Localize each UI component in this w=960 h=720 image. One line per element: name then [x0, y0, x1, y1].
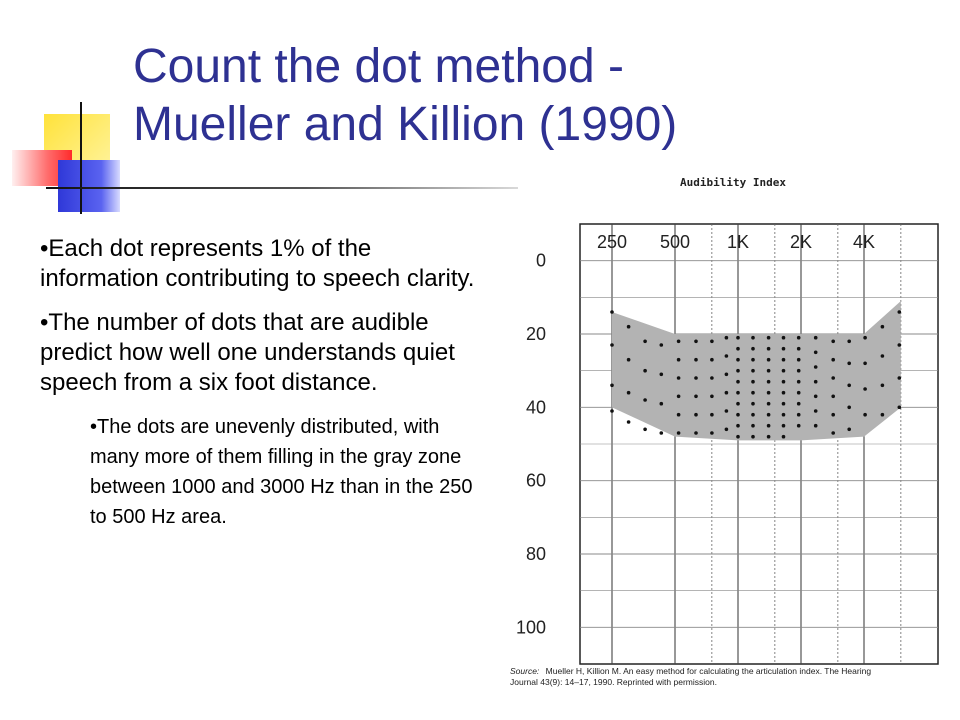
- chart-dot: [694, 413, 698, 417]
- chart-dot: [863, 413, 867, 417]
- chart-dot: [610, 409, 614, 413]
- source-prefix: Source:: [510, 666, 540, 676]
- chart-dot: [751, 413, 755, 417]
- chart-dot: [694, 376, 698, 380]
- chart-dot: [767, 380, 771, 384]
- chart-dot: [814, 365, 818, 369]
- chart-dot: [782, 413, 786, 417]
- chart-dot: [736, 347, 740, 351]
- level-tick-label: 0: [535, 250, 546, 271]
- chart-dot: [831, 340, 835, 344]
- chart-dot: [782, 347, 786, 351]
- chart-dot: [751, 435, 755, 439]
- chart-dot: [710, 376, 714, 380]
- chart-dot: [782, 391, 786, 395]
- level-tick-label: 100: [515, 617, 546, 638]
- slide-title: [133, 38, 677, 154]
- chart-dot: [847, 384, 851, 388]
- chart-dot: [677, 431, 681, 435]
- chart-dot: [797, 391, 801, 395]
- chart-dot: [751, 391, 755, 395]
- chart-dot: [677, 376, 681, 380]
- chart-dot: [863, 362, 867, 366]
- chart-dot: [694, 340, 698, 344]
- chart-dot: [710, 340, 714, 344]
- chart-dot: [751, 424, 755, 428]
- frequency-tick-label: 250: [596, 232, 628, 252]
- chart-dot: [627, 325, 631, 329]
- chart-dot: [831, 431, 835, 435]
- chart-dot: [610, 310, 614, 314]
- chart-dot: [725, 373, 729, 377]
- chart-dot: [767, 424, 771, 428]
- chart-dot: [831, 413, 835, 417]
- chart-dot: [736, 391, 740, 395]
- chart-dot: [767, 413, 771, 417]
- chart-dot: [767, 336, 771, 340]
- chart-dot: [782, 369, 786, 373]
- speech-zone: [612, 301, 901, 440]
- chart-dot: [736, 435, 740, 439]
- decor-horizontal-line: [46, 187, 518, 189]
- chart-dot: [677, 340, 681, 344]
- chart-dot: [660, 402, 664, 406]
- frequency-tick-label: 1K: [726, 232, 750, 252]
- chart-dot: [782, 435, 786, 439]
- chart-dot: [725, 409, 729, 413]
- chart-dot: [736, 402, 740, 406]
- chart-dot: [881, 354, 885, 358]
- chart-dot: [863, 336, 867, 340]
- chart-dot: [725, 354, 729, 358]
- audibility-chart: [504, 168, 952, 694]
- chart-dot: [694, 395, 698, 399]
- chart-dot: [814, 351, 818, 355]
- chart-dot: [767, 435, 771, 439]
- chart-dot: [814, 380, 818, 384]
- chart-dot: [782, 358, 786, 362]
- chart-dot: [751, 347, 755, 351]
- chart-dot: [610, 384, 614, 388]
- chart-dot: [767, 358, 771, 362]
- chart-dot: [660, 373, 664, 377]
- chart-dot: [797, 413, 801, 417]
- frequency-tick-label: 500: [659, 232, 691, 252]
- chart-dot: [643, 428, 647, 432]
- chart-dot: [736, 424, 740, 428]
- source-note: [510, 666, 873, 687]
- chart-dot: [898, 343, 902, 347]
- chart-dot: [677, 413, 681, 417]
- chart-dot: [831, 395, 835, 399]
- chart-dot: [782, 424, 786, 428]
- sub-bullet-item: •The dots are unevenly distributed, with many more of them filling in the gray zone between 1000 and 3000 Hz than in the 250 to 500 Hz area.: [90, 416, 473, 528]
- frequency-tick-label: 4K: [852, 232, 876, 252]
- chart-dot: [677, 395, 681, 399]
- chart-dot: [710, 395, 714, 399]
- chart-dot: [782, 402, 786, 406]
- chart-dot: [767, 402, 771, 406]
- level-tick-label: 40: [525, 397, 546, 418]
- chart-dot: [725, 391, 729, 395]
- chart-dot: [643, 369, 647, 373]
- bullet-list: [40, 234, 490, 532]
- chart-dot: [694, 431, 698, 435]
- chart-dot: [736, 369, 740, 373]
- level-grid: [580, 261, 938, 628]
- chart-dot: [767, 391, 771, 395]
- level-tick-label: 60: [525, 470, 546, 491]
- chart-dot: [710, 431, 714, 435]
- chart-dot: [847, 428, 851, 432]
- chart-dot: [767, 369, 771, 373]
- chart-dot: [627, 391, 631, 395]
- frequency-tick-labels: [597, 232, 875, 252]
- chart-dot: [814, 395, 818, 399]
- chart-dot: [751, 358, 755, 362]
- chart-dot: [660, 343, 664, 347]
- chart-dot: [751, 336, 755, 340]
- level-tick-label: 80: [525, 544, 546, 564]
- source-text-line-2: Journal 43(9): 14–17, 1990. Reprinted with permission.: [510, 677, 717, 687]
- chart-dot: [751, 369, 755, 373]
- chart-dot: [767, 347, 771, 351]
- decor-blue-square: [58, 160, 120, 212]
- chart-dot: [736, 413, 740, 417]
- level-tick-label: 20: [525, 324, 546, 344]
- audibility-chart-svg: [504, 168, 952, 694]
- chart-dot: [814, 424, 818, 428]
- bullet-item: •Each dot represents 1% of the information contributing to speech clarity.: [40, 235, 475, 292]
- chart-dot: [881, 325, 885, 329]
- chart-dot: [627, 420, 631, 424]
- chart-dot: [725, 428, 729, 432]
- chart-dot: [797, 424, 801, 428]
- chart-dot: [814, 336, 818, 340]
- chart-dot: [782, 336, 786, 340]
- chart-dot: [710, 358, 714, 362]
- chart-dot: [847, 362, 851, 366]
- chart-dot: [736, 380, 740, 384]
- chart-dot: [751, 402, 755, 406]
- chart-dot: [610, 343, 614, 347]
- chart-dot: [782, 380, 786, 384]
- chart-dot: [643, 398, 647, 402]
- chart-dot: [627, 358, 631, 362]
- bullet-item: •The number of dots that are audible predict how well one understands quiet speech from a six foot distance.: [40, 309, 455, 396]
- level-tick-labels: [516, 251, 546, 638]
- chart-dot: [797, 358, 801, 362]
- chart-dot: [847, 340, 851, 344]
- chart-dot: [797, 380, 801, 384]
- chart-dot: [660, 431, 664, 435]
- chart-dot: [725, 336, 729, 340]
- chart-dot: [643, 340, 647, 344]
- chart-dot: [831, 376, 835, 380]
- source-text-line-1: Mueller H, Killion M. An easy method for calculating the articulation index. The Hearing: [545, 666, 874, 676]
- chart-dot: [898, 310, 902, 314]
- chart-dot: [881, 384, 885, 388]
- chart-dot: [797, 369, 801, 373]
- chart-dot: [814, 409, 818, 413]
- chart-title: Audibility Index: [680, 176, 786, 189]
- slide-title-line-1: Count the dot method -: [133, 40, 624, 93]
- chart-dot: [898, 406, 902, 410]
- chart-dot: [898, 376, 902, 380]
- chart-dot: [736, 358, 740, 362]
- chart-dot: [797, 347, 801, 351]
- slide-title-line-2: Mueller and Killion (1990): [133, 98, 678, 151]
- chart-dot: [710, 413, 714, 417]
- chart-dot: [797, 402, 801, 406]
- chart-dot: [831, 358, 835, 362]
- chart-dot: [736, 336, 740, 340]
- chart-dot: [694, 358, 698, 362]
- chart-dot: [751, 380, 755, 384]
- frequency-tick-label: 2K: [789, 232, 813, 252]
- chart-dot: [797, 336, 801, 340]
- chart-dot: [677, 358, 681, 362]
- chart-dot: [863, 387, 867, 391]
- chart-dot: [847, 406, 851, 410]
- chart-dot: [881, 413, 885, 417]
- decor-vertical-line: [80, 102, 82, 214]
